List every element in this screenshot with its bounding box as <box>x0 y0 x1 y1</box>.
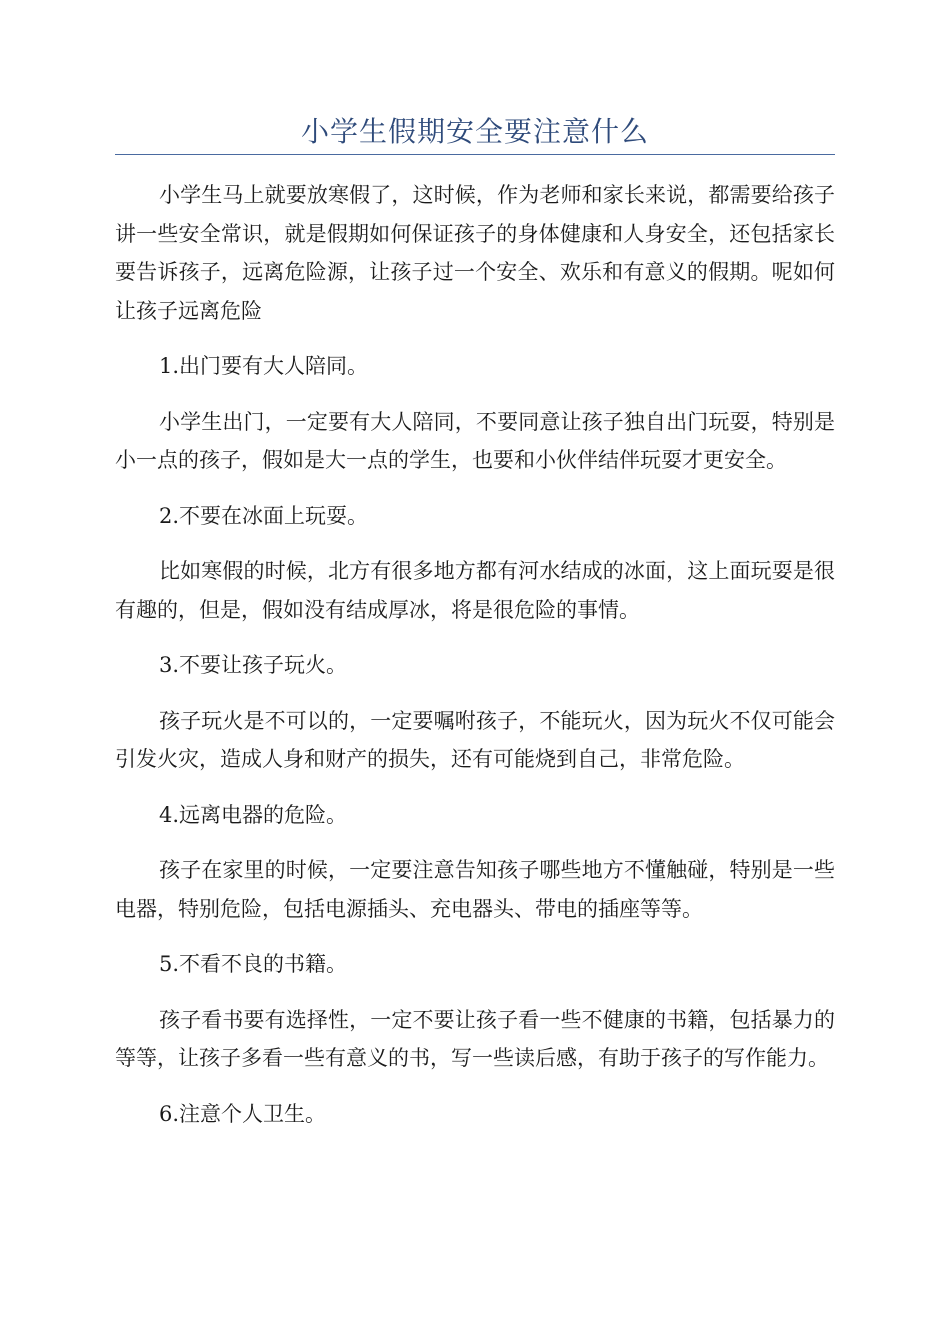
section-heading-5: 5.不看不良的书籍。 <box>159 952 348 976</box>
section-heading-6: 6.注意个人卫生。 <box>159 1101 327 1126</box>
section-heading-1: 1.出门要有大人陪同。 <box>159 354 369 378</box>
section-heading-4: 4.远离电器的危险。 <box>159 802 348 827</box>
section-heading-3: 3.不要让孩子玩火。 <box>159 653 348 677</box>
section-paragraph-4: 孩子在家里的时候，一定要注意告知孩子哪些地方不懂触碰，特别是一些电器，特别危险，包括电源插头、充电器头、带电的插座等等。 <box>115 858 835 921</box>
section-paragraph-3: 孩子玩火是不可以的，一定要嘱咐孩子，不能玩火，因为玩火不仅可能会引发火灾，造成人身和财产的损失，还有可能烧到自己，非常危险。 <box>115 708 835 771</box>
section-heading-2: 2.不要在冰面上玩耍。 <box>159 503 369 528</box>
document-body <box>115 176 835 1133</box>
intro-paragraph: 小学生马上就要放寒假了，这时候，作为老师和家长来说，都需要给孩子讲一些安全常识，就是假期如何保证孩子的身体健康和人身安全，还包括家长要告诉孩子，远离危险源，让孩子过一个安全、欢乐和有意义的假期。呢如何让孩子远离危险 <box>115 183 835 323</box>
section-paragraph-5: 孩子看书要有选择性，一定不要让孩子看一些不健康的书籍，包括暴力的等等，让孩子多看一些有意义的书，写一些读后感，有助于孩子的写作能力。 <box>115 1007 835 1070</box>
page-title: 小学生假期安全要注意什么 <box>300 115 649 148</box>
section-paragraph-2: 比如寒假的时候，北方有很多地方都有河水结成的冰面，这上面玩耍是很有趣的，但是，假如没有结成厚冰，将是很危险的事情。 <box>115 559 835 622</box>
section-paragraph-1: 小学生出门，一定要有大人陪同，不要同意让孩子独自出门玩耍，特别是小一点的孩子，假如是大一点的学生，也要和小伙伴结伴玩耍才更安全。 <box>115 409 835 472</box>
title-underline <box>115 154 835 155</box>
